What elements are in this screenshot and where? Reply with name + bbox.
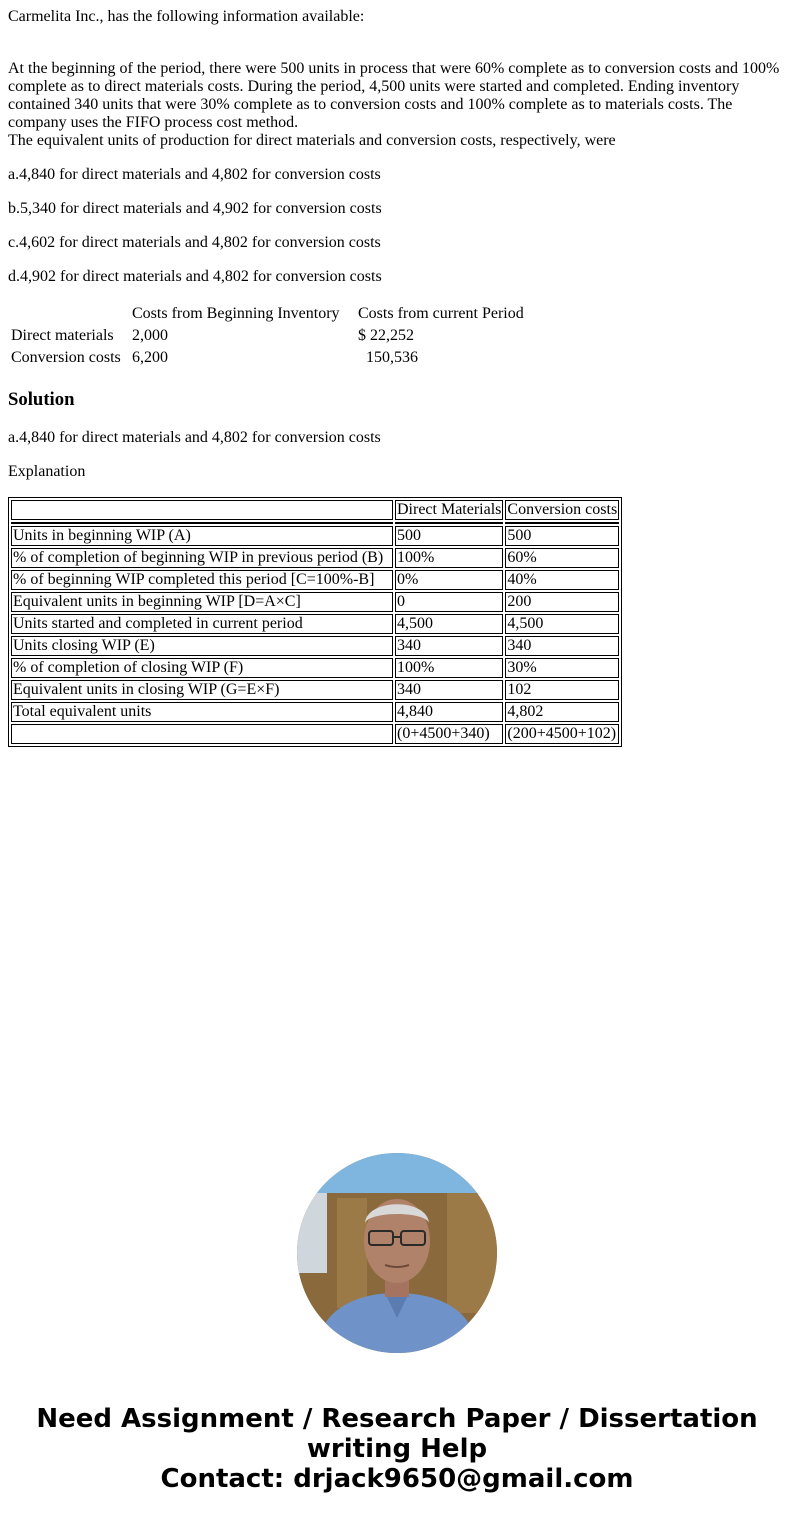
intro-text: Carmelita Inc., has the following information available:: [8, 8, 365, 25]
avatar-background-sky: [297, 1153, 497, 1193]
eu-table-header-row: [11, 500, 619, 520]
avatar-background-carving: [337, 1198, 367, 1308]
equivalent-units-table: [8, 497, 622, 747]
option-b: b.5,340 for direct materials and 4,902 for conversion costs: [8, 200, 382, 217]
eu-table-cell: Units closing WIP (E): [11, 636, 393, 656]
eu-table-row: [11, 636, 619, 656]
eu-table-spacer-cell: [505, 522, 619, 524]
cost-table-row: [10, 348, 525, 368]
eu-table-row: [11, 592, 619, 612]
eu-table-cell: Total equivalent units: [11, 702, 393, 722]
eu-table-row: [11, 680, 619, 700]
eu-table-row: [11, 526, 619, 546]
option-c: c.4,602 for direct materials and 4,802 for conversion costs: [8, 234, 381, 251]
author-portrait-image: [297, 1153, 497, 1353]
eu-table-cell: Units started and completed in current period: [11, 614, 393, 634]
eu-table-cell: 340: [395, 636, 503, 656]
eu-table-cell: 0%: [395, 570, 503, 590]
cost-table-cell: Direct materials: [11, 327, 114, 344]
cost-table: [8, 302, 527, 370]
eu-table-row: [11, 724, 619, 744]
eu-table-spacer-row: [11, 522, 619, 524]
eu-table-cell: % of completion of beginning WIP in previous period (B): [11, 548, 393, 568]
eu-table-row: [11, 570, 619, 590]
eu-table-cell: 100%: [395, 658, 503, 678]
solution-heading: Solution: [8, 389, 75, 410]
problem-paragraph: At the beginning of the period, there were 500 units in process that were 60% complete as to conversion costs and 100% complete as to direct materials costs. During the period, 4,500 units were started and completed. Ending inventory contained 340 units that were 30% complete as to conversion costs and 100% complete as to materials costs. The company uses the FIFO process cost method.: [8, 60, 780, 131]
eu-table-cell: 340: [505, 636, 619, 656]
eu-table-cell: Units in beginning WIP (A): [11, 526, 393, 546]
eu-table-row: [11, 702, 619, 722]
solution-answer: a.4,840 for direct materials and 4,802 for conversion costs: [8, 429, 381, 446]
eu-table-cell: Equivalent units in closing WIP (G=E×F): [11, 680, 393, 700]
eu-table-spacer-cell: [395, 522, 503, 524]
eu-table-header-cell: Direct Materials: [397, 501, 502, 518]
cost-table-cell: 2,000: [132, 327, 168, 344]
eu-table-cell: 0: [395, 592, 503, 612]
cost-table-header-cell: Costs from current Period: [358, 305, 524, 322]
eu-table-cell: (200+4500+102): [505, 724, 619, 744]
eu-table-cell: 40%: [505, 570, 619, 590]
eu-table-cell: 340: [395, 680, 503, 700]
eu-table-cell: 500: [395, 526, 503, 546]
promo-banner: [0, 1404, 794, 1494]
explanation-label: Explanation: [8, 463, 86, 480]
eu-table-cell: 4,840: [395, 702, 503, 722]
eu-table-cell: % of completion of closing WIP (F): [11, 658, 393, 678]
eu-table-row: [11, 614, 619, 634]
promo-line-2: writing Help: [306, 1434, 488, 1464]
promo-contact: Contact: drjack9650@gmail.com: [160, 1464, 634, 1494]
eu-table-row: [11, 658, 619, 678]
cost-table-cell: Conversion costs: [11, 349, 121, 366]
problem-statement: [8, 60, 786, 150]
eu-table-cell: [11, 724, 393, 744]
avatar-background-wall: [297, 1193, 327, 1273]
eu-table-cell: 102: [505, 680, 619, 700]
cost-table-header-cell: [10, 304, 129, 324]
cost-table-row: [10, 326, 525, 346]
eu-table-cell: 500: [505, 526, 619, 546]
author-avatar: [297, 1153, 497, 1353]
eu-table-cell: 4,500: [395, 614, 503, 634]
eu-table-cell: (0+4500+340): [395, 724, 503, 744]
eu-table-spacer-cell: [11, 522, 393, 524]
eu-table-cell: 4,802: [505, 702, 619, 722]
promo-line-1: Need Assignment / Research Paper / Dissertation: [36, 1404, 758, 1434]
eu-table-cell: 100%: [395, 548, 503, 568]
cost-table-cell: 6,200: [132, 349, 168, 366]
avatar-background-carving: [447, 1193, 497, 1313]
eu-table-cell: 30%: [505, 658, 619, 678]
cost-table-cell: $ 22,252: [358, 327, 414, 344]
cost-table-header-cell: Costs from Beginning Inventory: [132, 305, 340, 322]
eu-table-cell: 200: [505, 592, 619, 612]
eu-table-header-cell: [11, 500, 393, 520]
eu-table-cell: % of beginning WIP completed this period [C=100%-B]: [11, 570, 393, 590]
eu-table-cell: 60%: [505, 548, 619, 568]
cost-table-cell: 150,536: [358, 349, 418, 366]
eu-table-row: [11, 548, 619, 568]
eu-table-cell: 4,500: [505, 614, 619, 634]
cost-table-header-row: [10, 304, 525, 324]
option-d: d.4,902 for direct materials and 4,802 for conversion costs: [8, 268, 382, 285]
problem-question: The equivalent units of production for direct materials and conversion costs, respectively, were: [8, 132, 616, 149]
option-a: a.4,840 for direct materials and 4,802 for conversion costs: [8, 166, 381, 183]
eu-table-header-cell: Conversion costs: [507, 501, 618, 518]
eu-table-cell: Equivalent units in beginning WIP [D=A×C]: [11, 592, 393, 612]
